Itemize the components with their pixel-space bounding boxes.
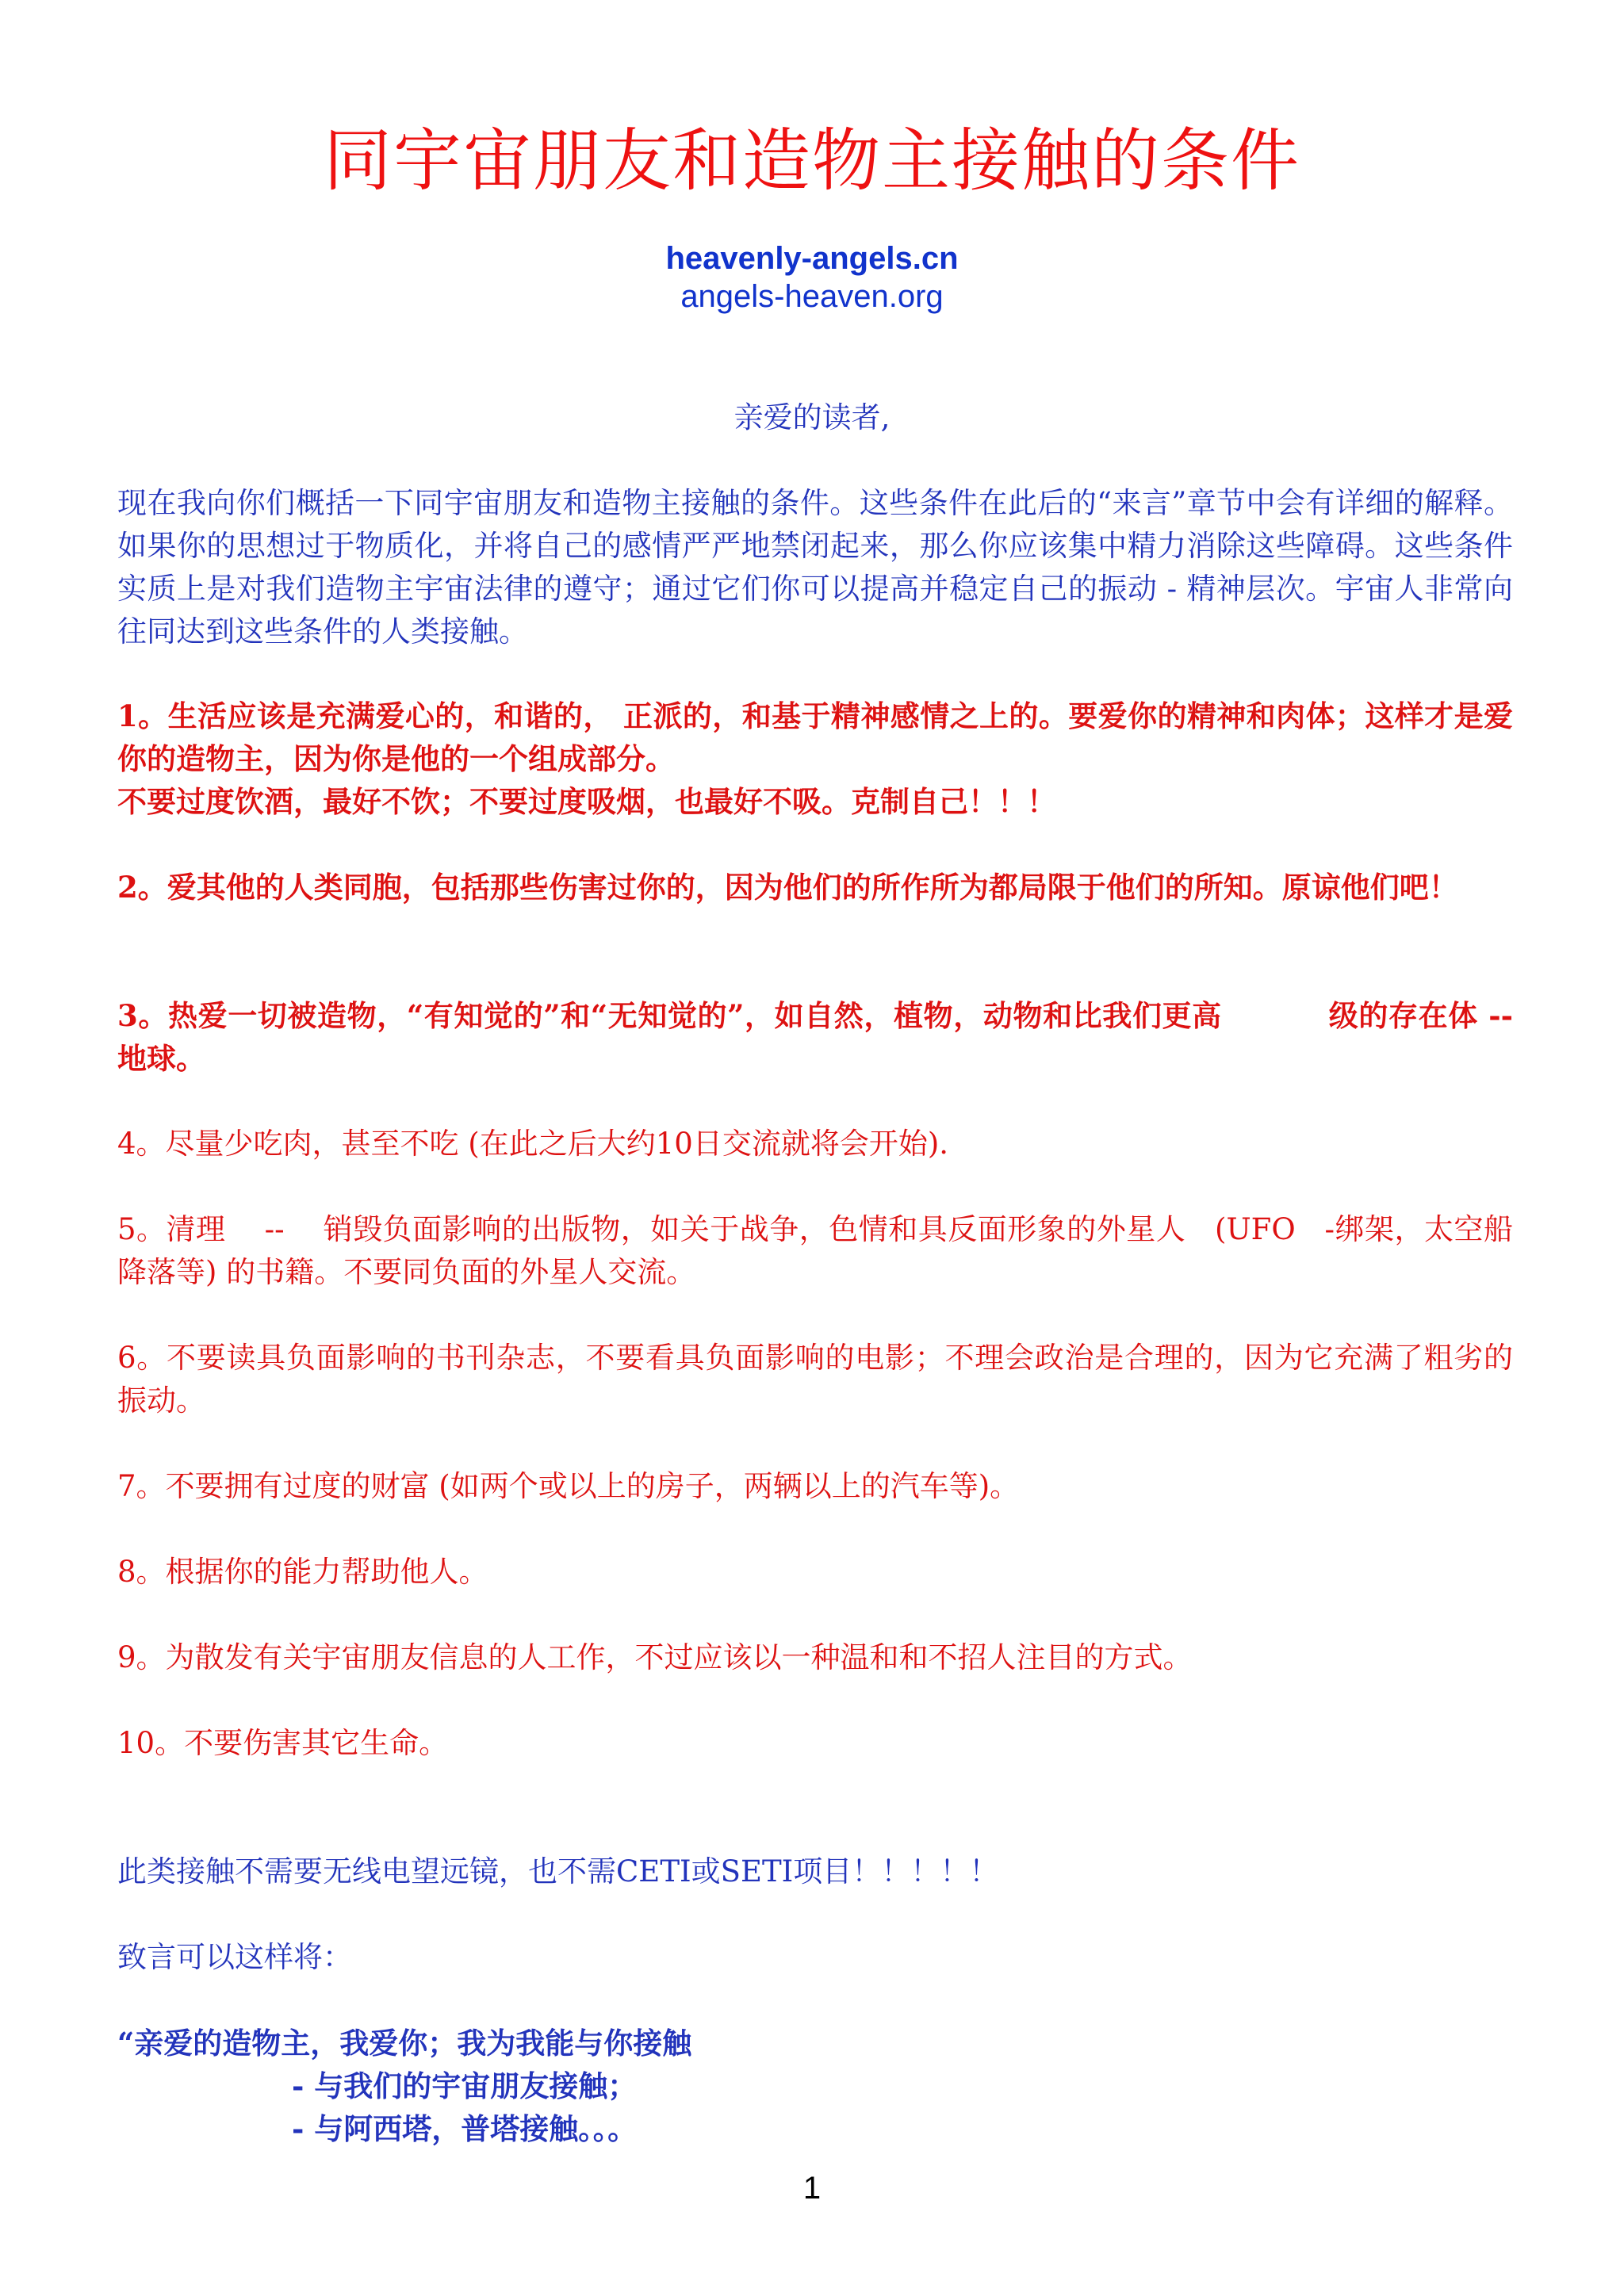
condition-1: 1。生活应该是充满爱心的，和谐的， 正派的，和基于精神感情之上的。要爱你的精神和肉体；这样才是爱你的造物主，因为你是他的一个组成部分。	[117, 698, 1513, 776]
condition-2: 2。爱其他的人类同胞，包括那些伤害过你的，因为他们的所作所为都局限于他们的所知。原谅他们吧！	[117, 870, 1458, 905]
condition-4: 4。尽量少吃肉，甚至不吃 (在此之后大约10日交流就将会开始).	[117, 1127, 949, 1161]
site-link-primary[interactable]: heavenly-angels.cn	[665, 241, 959, 276]
page-number: 1	[802, 2171, 822, 2206]
prayer-line-2: - 与我们的宇宙朋友接触；	[292, 2068, 638, 2103]
page-title: 同宇宙朋友和造物主接触的条件	[324, 121, 1300, 201]
condition-6: 6。不要读具负面影响的书刊杂志，不要看具负面影响的电影；不理会政治是合理的，因为它充满了粗劣的振动。	[117, 1341, 1513, 1418]
condition-1-extra: 不要过度饮酒，最好不饮；不要过度吸烟，也最好不吸。克制自己！！！	[117, 784, 1056, 819]
condition-5: 5。清理 -- 销毁负面影响的出版物，如关于战争，色情和具反面形象的外星人 (UFO -绑架，太空船降落等) 的书籍。不要同负面的外星人交流。	[117, 1212, 1513, 1289]
site-link-secondary[interactable]: angels-heaven.org	[680, 279, 944, 314]
prayer-line-1: “亲爱的造物主，我爱你；我为我能与你接触	[117, 2026, 692, 2061]
condition-9: 9。为散发有关宇宙朋友信息的人工作，不过应该以一种温和和不招人注目的方式。	[117, 1640, 1193, 1674]
condition-3: 3。热爱一切被造物，“有知觉的”和“无知觉的”，如自然，植物，动物和比我们更高 级的存在体 -- 地球。	[117, 998, 1523, 1076]
greeting: 亲爱的读者,	[733, 400, 891, 434]
condition-8: 8。根据你的能力帮助他人。	[117, 1555, 488, 1589]
prayer-intro: 致言可以这样将：	[117, 1940, 352, 1974]
no-telescope-note: 此类接触不需要无线电望远镜，也不需CETI或SETI项目！！！！！	[117, 1854, 999, 1888]
intro-paragraph: 现在我向你们概括一下同宇宙朋友和造物主接触的条件。这些条件在此后的“来言”章节中会有详细的解释。如果你的思想过于物质化，并将自己的感情严严地禁闭起来，那么你应该集中精力消除这些障碍。这些条件实质上是对我们造物主宇宙法律的遵守；通过它们你可以提高并稳定自己的振动 - 精神层次。宇宙人非常向往同达到这些条件的人类接触。	[117, 486, 1513, 649]
condition-10: 10。不要伤害其它生命。	[117, 1726, 449, 1760]
prayer-line-3: - 与阿西塔，普塔接触。。。	[292, 2111, 638, 2146]
condition-7: 7。不要拥有过度的财富 (如两个或以上的房子，两辆以上的汽车等)。	[117, 1469, 1020, 1503]
